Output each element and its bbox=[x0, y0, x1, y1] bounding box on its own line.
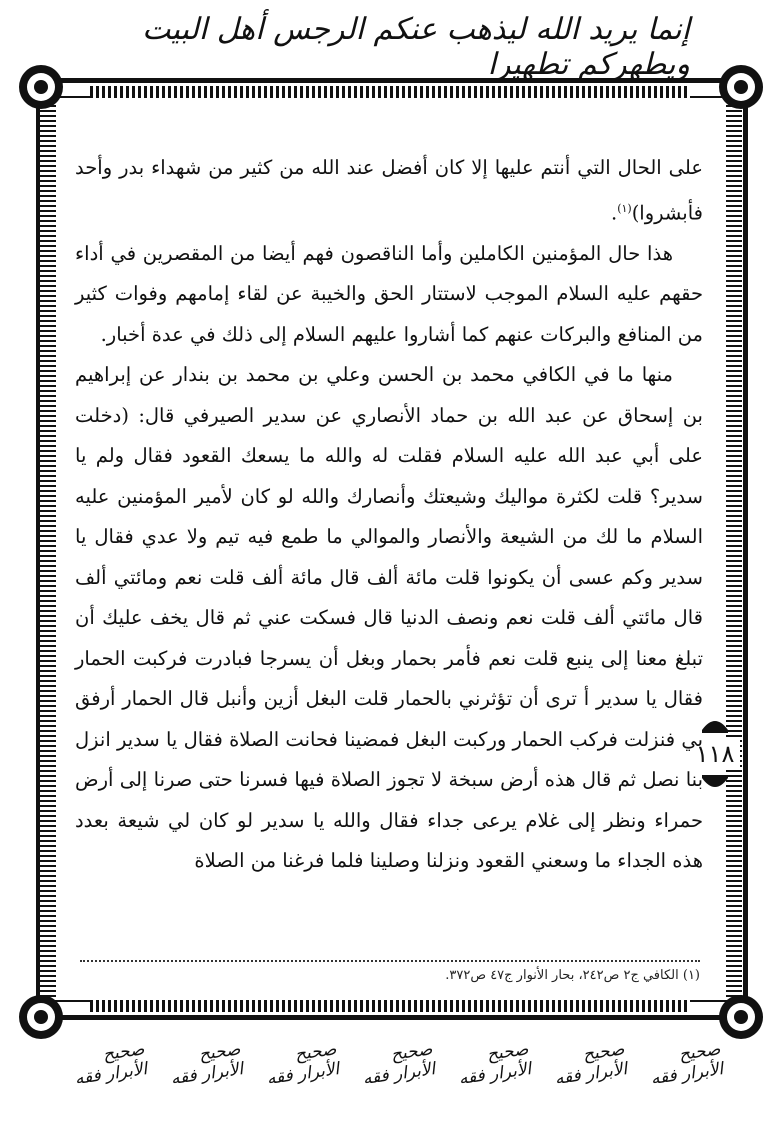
corner-ornament-icon bbox=[714, 990, 768, 1044]
right-column-ornament bbox=[726, 100, 742, 1000]
corner-ornament-icon bbox=[14, 60, 68, 114]
paragraph: على الحال التي أنتم عليها إلا كان أفضل عند الله من كثير من شهداء بدر وأحد فأبشروا)$^{(١)}$. bbox=[75, 156, 703, 224]
calligraphy-ornament: صحيح الأبرار فقه bbox=[649, 1039, 725, 1090]
page-number-ornament-icon bbox=[700, 774, 730, 796]
page-number-ornament-icon bbox=[700, 712, 730, 734]
calligraphy-ornament: صحيح الأبرار فقه bbox=[73, 1039, 149, 1090]
body-text bbox=[75, 148, 703, 882]
footnote-mark: (١) bbox=[617, 201, 632, 215]
top-bar-ornament bbox=[90, 86, 690, 98]
header-verse: إنما يريد الله ليذهب عنكم الرجس أهل البيت ويطهركم تطهيرا bbox=[142, 12, 690, 82]
bottom-bar-ornament bbox=[90, 1000, 690, 1012]
footnote-separator bbox=[80, 960, 700, 962]
calligraphy-ornament: صحيح الأبرار فقه bbox=[361, 1039, 437, 1090]
calligraphy-ornament: صحيح الأبرار فقه bbox=[265, 1039, 341, 1090]
page-number: ١١٨ bbox=[690, 740, 740, 768]
paragraph: منها ما في الكافي محمد بن الحسن وعلي بن محمد بن بندار عن إبراهيم بن إسحاق عن عبد الله بن حماد الأنصاري عن سدير الصيرفي قال: (دخلت على أبي عبد الله عليه السلام فقلت له والله ما يسعك القعود فقال ولم يا سدير؟ قلت لكثرة مواليك وشيعتك وأنصارك والله لو كان لأمير المؤمنين عليه السلام ما لك من الشيعة والأنصار والموالي ما طمع فيه تيم ولا عدي فقال يا سدير وكم عسى أن يكونوا قلت مائة ألف قال مائة ألف قلت نعم ومائتي ألف قال مائتي ألف قلت نعم ونصف الدنيا قال فسكت عني ثم قال يخف عليك أن تبلغ معنا إلى ينبع قلت نعم فأمر بحمار وبغل أن يسرجا فبادرت فركبت الحمار فقال يا سدير أ ترى أن تؤثرني بالحمار قلت البغل أزين وأنبل قال الحمار أرفق بي فنزلت فركب الحمار وركبت البغل فمضينا فحانت الصلاة فقال يا سدير انزل بنا نصل ثم قال هذه أرض سبخة لا تجوز الصلاة فيها فسرنا حتى صرنا إلى أرض حمراء ونظر إلى غلام يرعى جداء فقال والله يا سدير لو كان لي شيعة بعدد هذه الجداء ما وسعني القعود ونزلنا وصلينا فلما فرغنا من الصلاة bbox=[75, 363, 703, 872]
bottom-ornament-row bbox=[62, 1030, 725, 1100]
corner-ornament-icon bbox=[14, 990, 68, 1044]
footnote: (١) الكافي ج٢ ص٢٤٢، بحار الأنوار ج٤٧ ص٣٧٢. bbox=[445, 968, 700, 983]
paragraph: هذا حال المؤمنين الكاملين وأما الناقصون فهم أيضا من المقصرين في أداء حقهم عليه السلام الموجب لاستتار الحق والخيبة عن لقاء إمامهم وفوات كثير من المنافع والبركات عنهم كما أشاروا عليهم السلام إلى ذلك في عدة أخبار. bbox=[75, 241, 703, 346]
left-column-ornament bbox=[40, 100, 56, 1000]
calligraphy-ornament: صحيح الأبرار فقه bbox=[457, 1039, 533, 1090]
calligraphy-ornament: صحيح الأبرار فقه bbox=[553, 1039, 629, 1090]
calligraphy-ornament: صحيح الأبرار فقه bbox=[169, 1039, 245, 1090]
corner-ornament-icon bbox=[714, 60, 768, 114]
